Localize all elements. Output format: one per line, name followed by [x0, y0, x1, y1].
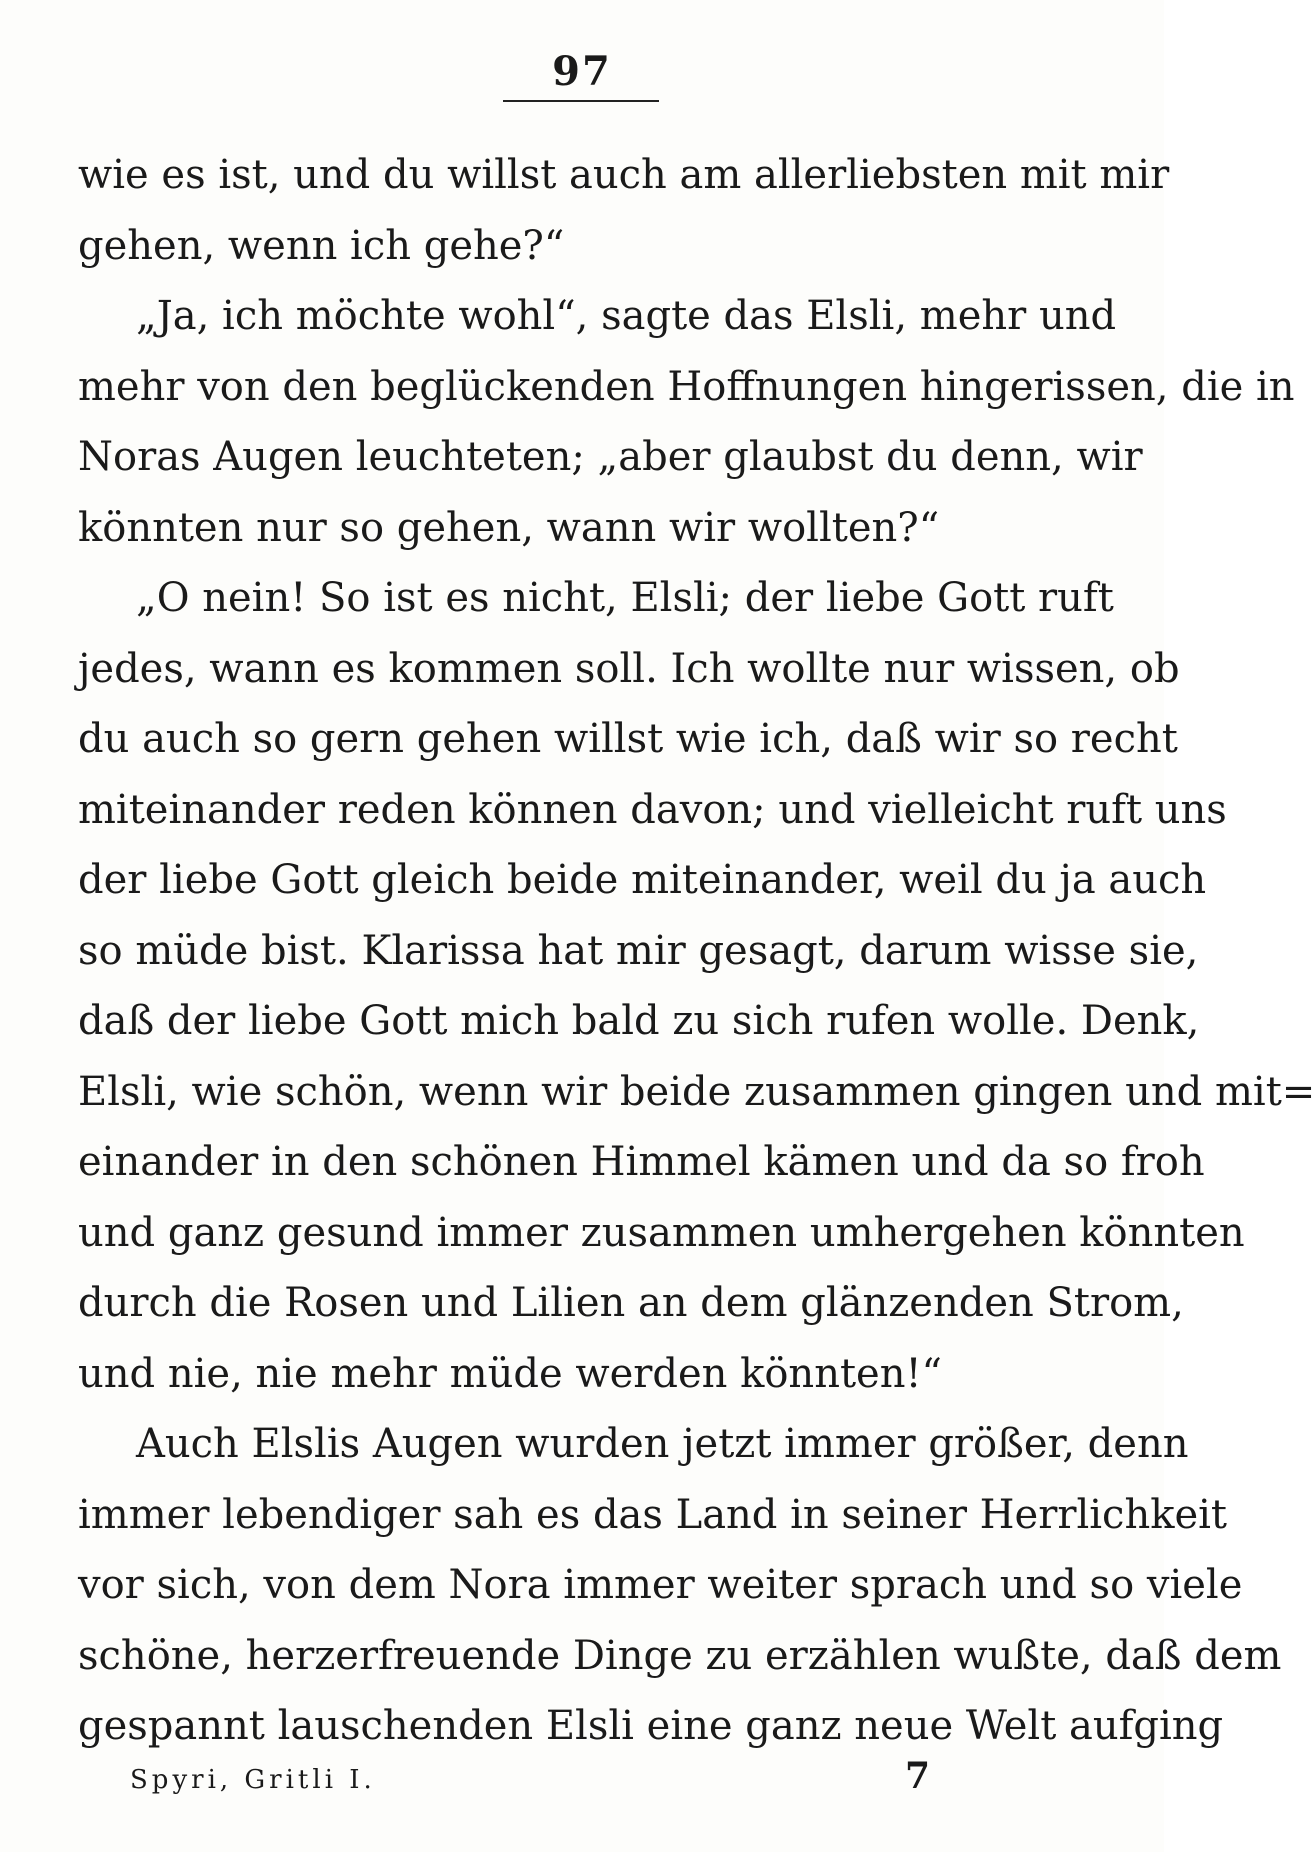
text-line: immer lebendiger sah es das Land in seiner Herrlichkeit [78, 1491, 1227, 1538]
text-line: miteinander reden können davon; und vielleicht ruft uns [78, 786, 1227, 833]
text-line: schöne, herzerfreuende Dinge zu erzählen wußte, daß dem [78, 1632, 1282, 1679]
text-line: und ganz gesund immer zusammen umhergehen könnten [78, 1209, 1245, 1256]
text-line: vor sich, von dem Nora immer weiter sprach und so viele [78, 1562, 1243, 1608]
text-line: Auch Elslis Augen wurden jetzt immer größer, denn [136, 1421, 1189, 1467]
text-line: daß der liebe Gott mich bald zu sich rufen wolle. Denk, [78, 998, 1200, 1044]
text-line: könnten nur so gehen, wann wir wollten?“ [78, 504, 940, 551]
text-line: Noras Augen leuchteten; „aber glaubst du denn, wir [78, 434, 1143, 480]
text-line: und nie, nie mehr müde werden könnten!“ [78, 1350, 942, 1397]
text-line: „Ja, ich möchte wohl“, sagte das Elsli, mehr und [136, 293, 1117, 339]
page-number: 97 [552, 48, 612, 95]
text-line: einander in den schönen Himmel kämen und da so froh [78, 1139, 1205, 1185]
text-line: du auch so gern gehen willst wie ich, daß wir so recht [78, 716, 1178, 762]
text-line: durch die Rosen und Lilien an dem glänzenden Strom, [78, 1280, 1184, 1326]
text-line: gespannt lauschenden Elsli eine ganz neue Welt aufging [78, 1703, 1224, 1749]
body-text [78, 140, 1315, 1762]
text-line: wie es ist, und du willst auch am allerliebsten mit mir [78, 152, 1170, 198]
header-rule [503, 100, 659, 102]
text-line: jedes, wann es kommen soll. Ich wollte nur wissen, ob [78, 645, 1180, 692]
text-line: so müde bist. Klarissa hat mir gesagt, darum wisse sie, [78, 927, 1199, 974]
text-line: mehr von den beglückenden Hoffnungen hingerissen, die in [78, 363, 1295, 410]
sheet-number: 7 [905, 1755, 931, 1797]
text-line: der liebe Gott gleich beide miteinander, weil du ja auch [78, 857, 1207, 903]
text-line: „O nein! So ist es nicht, Elsli; der liebe Gott ruft [136, 575, 1114, 621]
text-line: gehen, wenn ich gehe?“ [78, 222, 565, 269]
footer-signature: Spyri, Gritli I. [130, 1765, 376, 1795]
text-line: Elsli, wie schön, wenn wir beide zusammen gingen und mit= [78, 1068, 1315, 1115]
